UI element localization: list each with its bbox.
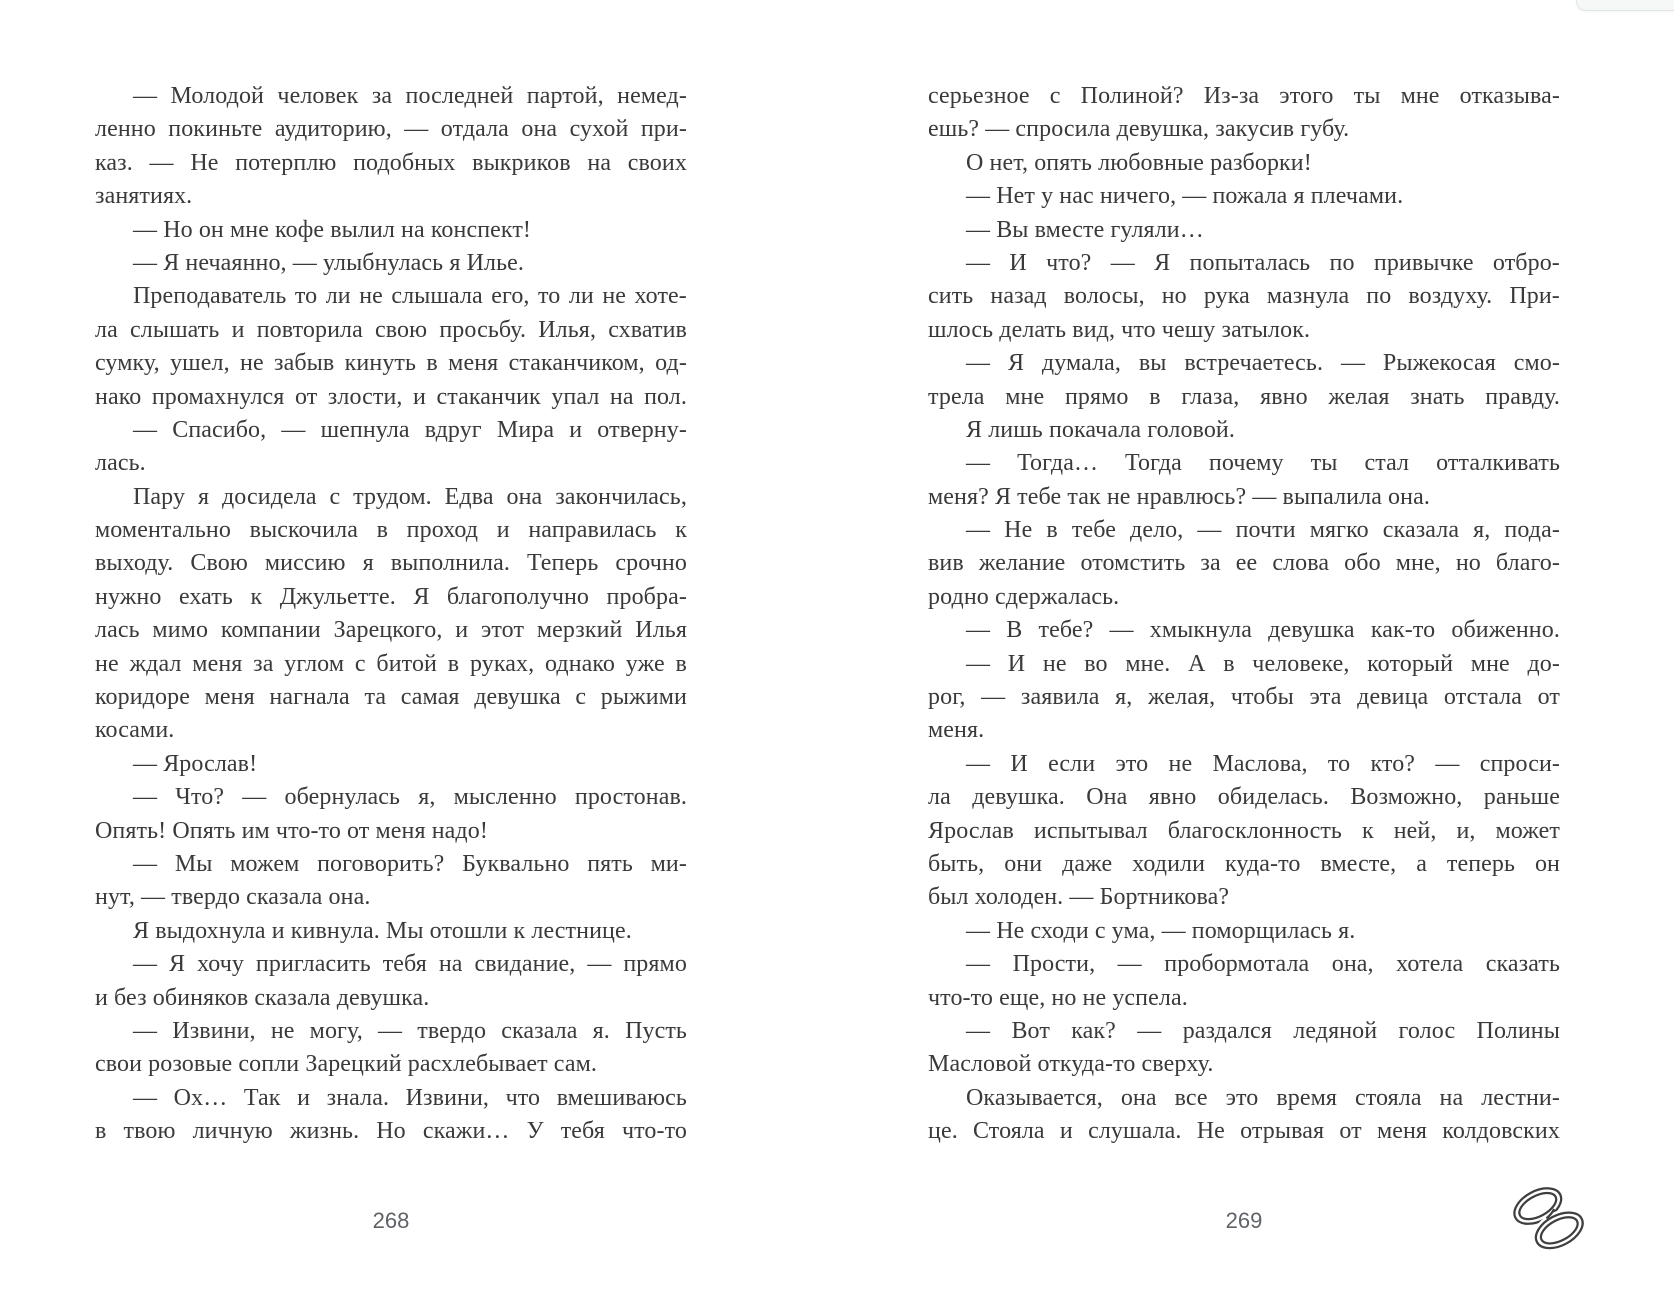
text-line: вив желание отомстить за ее слова обо мне, но благо-: [928, 550, 1560, 577]
text-line: не ждал меня за углом с битой в руках, однако уже в: [95, 650, 687, 677]
text-line: Масловой откуда-то сверху.: [928, 1051, 1214, 1078]
text-line: — Вот как? — раздался ледяной голос Полины: [966, 1017, 1560, 1044]
text-line: что-то еще, но не успела.: [928, 984, 1188, 1011]
text-line: — Нет у нас ничего, — пожала я плечами.: [966, 183, 1404, 210]
text-line: — И если это не Маслова, то кто? — спроси-: [966, 750, 1560, 777]
text-line: — Я думала, вы встречаетесь. — Рыжекосая смо-: [966, 350, 1560, 377]
page-left: [95, 80, 687, 1310]
text-line: — Не сходи с ума, — поморщилась я.: [966, 917, 1356, 944]
page-left-text: [95, 80, 687, 1149]
text-line: свои розовые сопли Зарецкий расхлебывает сам.: [95, 1051, 597, 1078]
text-line: лась.: [95, 450, 146, 477]
text-line: Я лишь покачала головой.: [966, 416, 1235, 443]
text-line: был холоден. — Бортникова?: [928, 884, 1230, 911]
text-line: нужно ехать к Джульетте. Я благополучно пробра-: [95, 583, 687, 610]
text-line: и без обиняков сказала девушка.: [95, 984, 430, 1011]
text-line: косами.: [95, 717, 175, 744]
page-right-text: [928, 80, 1560, 1149]
top-right-panel-corner[interactable]: [1576, 0, 1674, 11]
page-number-left: 268: [372, 1208, 410, 1233]
text-line: каз. — Не потерплю подобных выкриков на своих: [95, 149, 687, 176]
text-line: Опять! Опять им что-то от меня надо!: [95, 817, 488, 844]
text-line: — Ох… Так и знала. Извини, что вмешиваюсь: [133, 1084, 687, 1111]
text-line: — Прости, — пробормотала она, хотела сказать: [966, 951, 1560, 978]
text-line: коридоре меня нагнала та самая девушка с рыжими: [95, 684, 687, 711]
text-line: выходу. Свою миссию я выполнила. Теперь срочно: [95, 550, 687, 577]
text-line: — Я нечаянно, — улыбнулась я Илье.: [133, 249, 524, 276]
text-line: сить назад волосы, но рука мазнула по воздуху. При-: [928, 283, 1560, 310]
text-line: — Но он мне кофе вылил на конспект!: [133, 216, 532, 243]
text-line: — Извини, не могу, — твердо сказала я. Пусть: [133, 1017, 687, 1044]
text-line: трела мне прямо в глаза, явно желая знать правду.: [928, 383, 1560, 410]
text-line: — Я хочу пригласить тебя на свидание, — прямо: [133, 951, 687, 978]
text-line: Пару я досидела с трудом. Едва она закончилась,: [133, 483, 687, 510]
rings-icon: [1502, 1178, 1596, 1264]
text-line: серьезное с Полиной? Из-за этого ты мне отказыва-: [928, 83, 1560, 109]
text-line: — Что? — обернулась я, мысленно простонав.: [133, 784, 687, 811]
text-line: ешь? — спросила девушка, закусив губу.: [928, 116, 1350, 143]
text-line: це. Стояла и слушала. Не отрывая от меня колдовских: [928, 1118, 1560, 1145]
text-line: — Спасибо, — шепнула вдруг Мира и отверну-: [133, 416, 687, 443]
text-line: занятиях.: [95, 183, 193, 210]
text-line: Я выдохнула и кивнула. Мы отошли к лестнице.: [133, 917, 632, 944]
text-line: — Ярослав!: [133, 750, 258, 777]
page-number-right: 269: [1225, 1208, 1263, 1233]
text-line: — Мы можем поговорить? Буквально пять ми-: [133, 850, 687, 877]
text-line: шлось делать вид, что чешу затылок.: [928, 316, 1311, 343]
text-line: ла слышать и повторила свою просьбу. Илья, схватив: [95, 316, 687, 343]
text-line: Преподаватель то ли не слышала его, то ли не хоте-: [133, 283, 687, 310]
text-line: нако промахнулся от злости, и стаканчик упал на пол.: [95, 383, 687, 410]
text-line: моментально выскочила в проход и направилась к: [95, 517, 687, 544]
text-line: О нет, опять любовные разборки!: [966, 149, 1312, 176]
text-line: — Вы вместе гуляли…: [966, 216, 1204, 243]
text-line: сумку, ушел, не забыв кинуть в меня стаканчиком, од-: [95, 350, 687, 377]
text-line: меня? Я тебе так не нравлюсь? — выпалила она.: [928, 483, 1430, 510]
text-line: родно сдержалась.: [928, 583, 1120, 610]
text-line: Ярослав испытывал благосклонность к ней, и, может: [928, 817, 1560, 844]
text-line: меня.: [928, 717, 985, 744]
page-right: [928, 80, 1560, 1310]
text-line: — Молодой человек за последней партой, немед-: [133, 83, 687, 109]
text-line: — И что? — Я попыталась по привычке отбро-: [966, 249, 1560, 276]
text-line: Оказывается, она все это время стояла на лестни-: [966, 1084, 1560, 1111]
text-line: ленно покиньте аудиторию, — отдала она сухой при-: [95, 116, 687, 143]
text-line: — Не в тебе дело, — почти мягко сказала я, пода-: [966, 517, 1560, 544]
text-line: ла девушка. Она явно обиделась. Возможно, раньше: [928, 784, 1560, 811]
text-line: — В тебе? — хмыкнула девушка как-то обиженно.: [966, 617, 1560, 644]
text-line: — Тогда… Тогда почему ты стал отталкивать: [966, 450, 1560, 477]
text-line: быть, они даже ходили куда-то вместе, а теперь он: [928, 850, 1560, 877]
text-line: лась мимо компании Зарецкого, и этот мерзкий Илья: [95, 617, 687, 644]
text-line: — И не во мне. А в человеке, который мне до-: [966, 650, 1560, 677]
text-line: нут, — твердо сказала она.: [95, 884, 371, 911]
text-line: в твою личную жизнь. Но скажи… У тебя что-то: [95, 1118, 687, 1145]
text-line: рог, — заявила я, желая, чтобы эта девица отстала от: [928, 684, 1560, 711]
